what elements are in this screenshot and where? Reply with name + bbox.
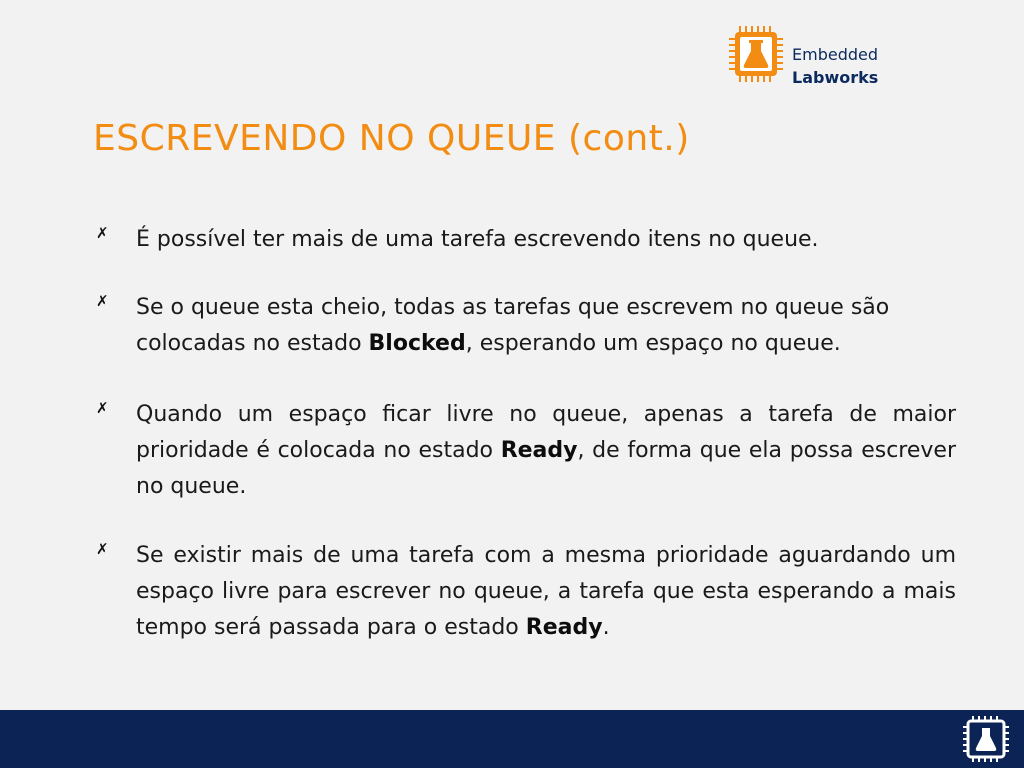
state-ready: Ready xyxy=(500,438,578,463)
bullet-x-icon: ✗ xyxy=(96,292,109,310)
logo-line-embedded: Embedded xyxy=(792,45,879,64)
footer-chip-flask-icon xyxy=(963,716,1009,762)
logo-line-labworks: Labworks xyxy=(792,68,879,87)
state-ready: Ready xyxy=(525,615,603,640)
bullet-x-icon: ✗ xyxy=(96,224,109,242)
footer-bar xyxy=(0,710,1024,768)
bullet-text: Se existir mais de uma tarefa com a mesma prioridade aguardando um espaço livre para escrever no queue, a tarefa que esta esperando a mais tempo será passada para o estado Ready. xyxy=(136,543,956,640)
bullet-x-icon: ✗ xyxy=(96,399,109,417)
bullet-text: Se o queue esta cheio, todas as tarefas que escrevem no queue são colocadas no estado Blocked, esperando um espaço no queue. xyxy=(136,295,890,356)
state-blocked: Blocked xyxy=(368,331,466,356)
bullet-x-icon: ✗ xyxy=(96,540,109,558)
bullet-text: Quando um espaço ficar livre no queue, apenas a tarefa de maior prioridade é colocada no estado Ready, de forma que ela possa escrever no queue. xyxy=(136,402,956,499)
bullet-text: É possível ter mais de uma tarefa escrevendo itens no queue. xyxy=(136,227,819,252)
slide-title: ESCREVENDO NO QUEUE (cont.) xyxy=(93,118,690,159)
